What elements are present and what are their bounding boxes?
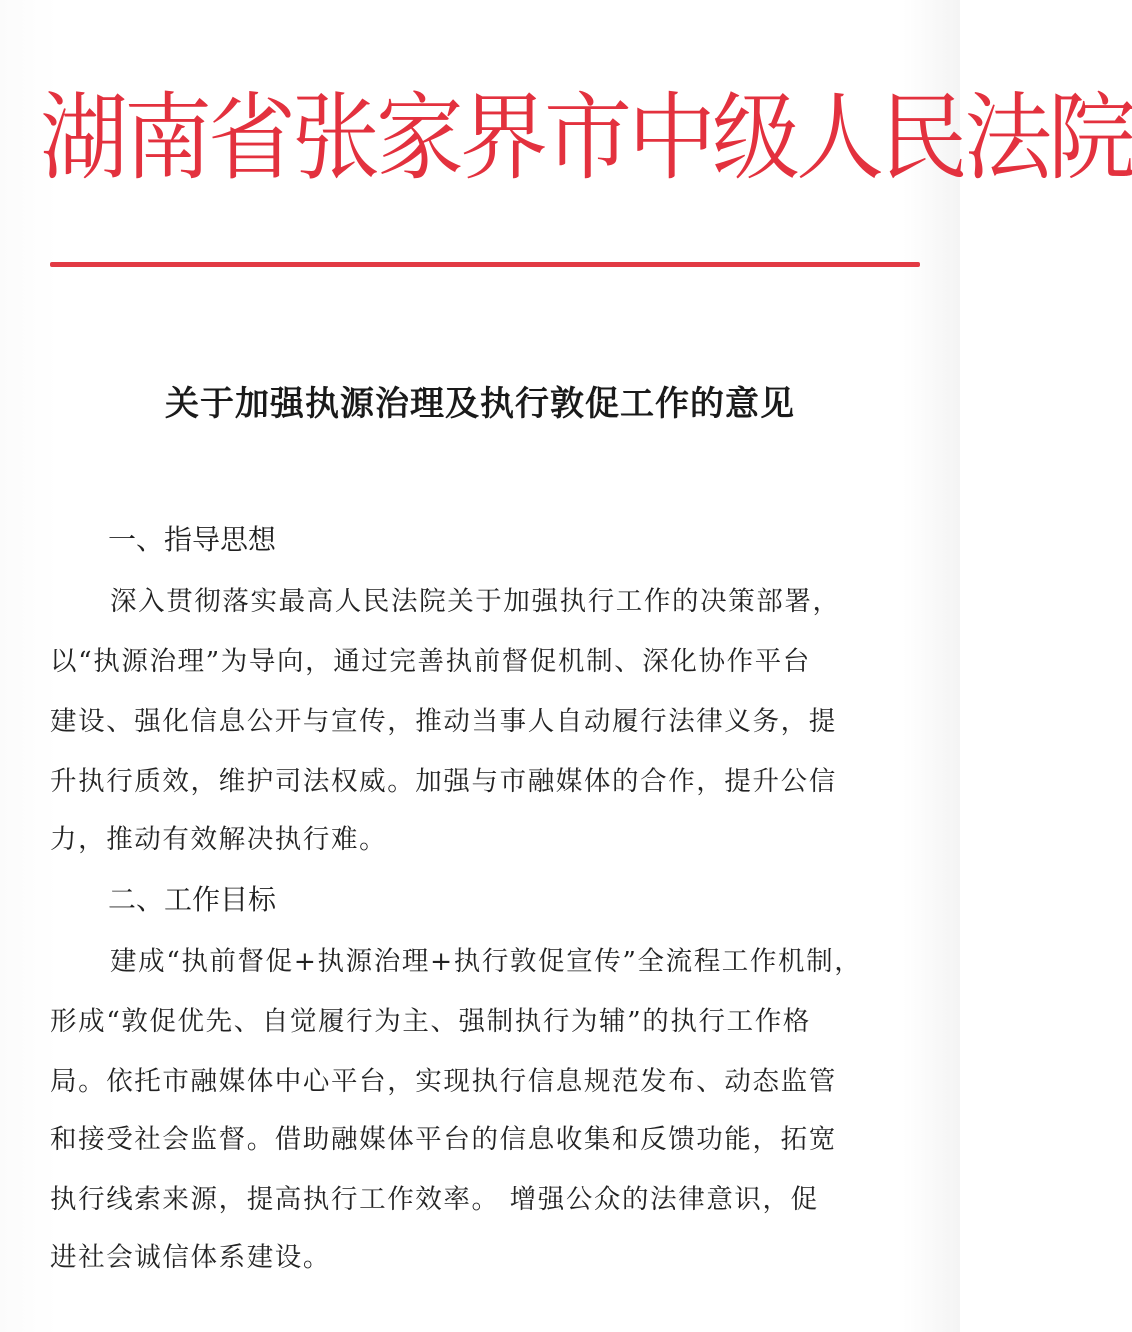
letterhead-red-rule	[50, 262, 920, 267]
paragraph-line: 建设、强化信息公开与宣传，推动当事人自动履行法律义务，提	[50, 706, 837, 737]
paragraph-line: 升执行质效，维护司法权威。加强与市融媒体的合作，提升公信	[50, 766, 837, 797]
section-heading-work-goals: 二、工作目标	[108, 883, 277, 916]
paragraph-line: 以“执源治理”为导向，通过完善执前督促机制、深化协作平台	[50, 646, 811, 677]
paragraph-line: 局。依托市融媒体中心平台，实现执行信息规范发布、动态监管	[50, 1066, 837, 1097]
paragraph-line: 力，推动有效解决执行难。	[50, 824, 388, 855]
paragraph-line: 形成“敦促优先、自觉履行为主、强制执行为辅”的执行工作格	[50, 1006, 811, 1037]
section-heading-guiding-ideology: 一、指导思想	[108, 523, 277, 556]
paragraph-line: 建成“执前督促+执源治理+执行敦促宣传”全流程工作机制，	[110, 946, 863, 977]
letterhead-org-name: 湖南省张家界市中级人民法院	[40, 81, 1132, 194]
document-title: 关于加强执源治理及执行敦促工作的意见	[165, 384, 795, 424]
paragraph-line: 和接受社会监督。借助融媒体平台的信息收集和反馈功能，拓宽	[50, 1124, 837, 1155]
paragraph-line: 进社会诚信体系建设。	[50, 1242, 331, 1273]
paragraph-line: 执行线索来源，提高执行工作效率。 增强公众的法律意识，促	[50, 1184, 819, 1215]
paragraph-line: 深入贯彻落实最高人民法院关于加强执行工作的决策部署，	[110, 586, 841, 617]
